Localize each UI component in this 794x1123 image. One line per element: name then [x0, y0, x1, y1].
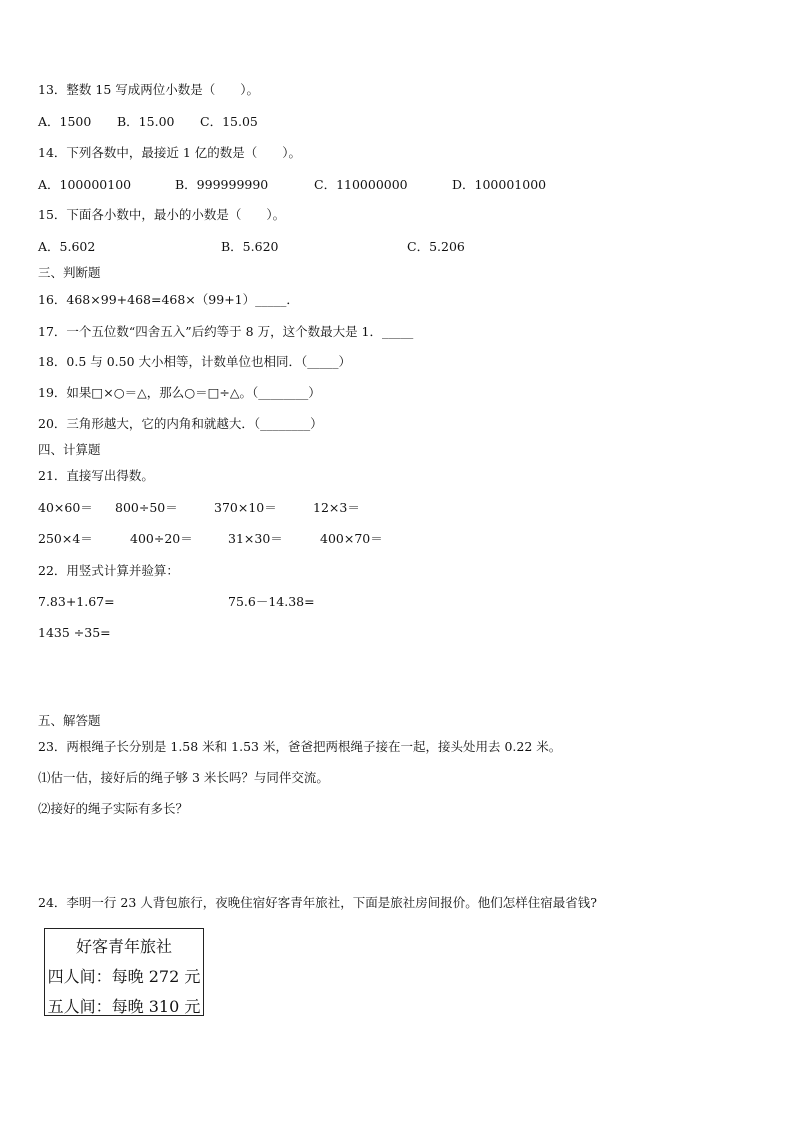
question-15-stem: 15．下面各小数中，最小的小数是（ ）。 — [38, 207, 286, 222]
question-20: 20．三角形越大，它的内角和就越大．（________） — [38, 416, 323, 431]
vertical-calc-item: 1435 ÷35= — [38, 625, 111, 640]
section-5-heading: 五、解答题 — [38, 713, 101, 728]
question-19: 19．如果□×○＝△，那么○＝□÷△。（________） — [38, 385, 321, 400]
calc-item: 40×60＝ — [38, 500, 93, 515]
question-13-option-b: B．15.00 — [117, 114, 175, 129]
question-15-option-b: B．5.620 — [221, 239, 279, 254]
question-14-option-b: B．999999990 — [175, 177, 269, 192]
calc-item: 250×4＝ — [38, 531, 93, 546]
question-14-option-d: D．100001000 — [452, 177, 547, 192]
vertical-calc-item: 7.83+1.67= — [38, 594, 115, 609]
question-23-stem: 23．两根绳子长分别是 1.58 米和 1.53 米，爸爸把两根绳子接在一起，接头处用去 0.22 米。 — [38, 739, 562, 754]
sign-title: 好客青年旅社 — [75, 937, 172, 956]
question-14-option-c: C．110000000 — [314, 177, 408, 192]
question-17: 17．一个五位数“四舍五入”后约等于 8 万，这个数最大是 1．_____ — [38, 324, 414, 339]
question-13-option-c: C．15.05 — [200, 114, 258, 129]
calc-item: 12×3＝ — [313, 500, 360, 515]
question-13-stem: 13．整数 15 写成两位小数是（ ）。 — [38, 82, 260, 97]
question-18: 18．0.5 与 0.50 大小相等，计数单位也相同．（_____） — [38, 354, 352, 369]
section-3-heading: 三、判断题 — [38, 265, 101, 280]
question-16: 16．468×99+468=468×（99+1）_____． — [38, 292, 299, 307]
section-4-heading: 四、计算题 — [38, 442, 101, 457]
question-22-stem: 22．用竖式计算并验算： — [38, 563, 179, 578]
question-24-stem: 24．李明一行 23 人背包旅行，夜晚住宿好客青年旅社，下面是旅社房间报价。他们怎样住宿最省钱? — [38, 895, 597, 910]
question-21-stem: 21．直接写出得数。 — [38, 468, 154, 483]
question-13-option-a: A．1500 — [38, 114, 92, 129]
question-15-option-a: A．5.602 — [38, 239, 96, 254]
calc-item: 800÷50＝ — [115, 500, 178, 515]
calc-item: 370×10＝ — [214, 500, 277, 515]
calc-item: 400×70＝ — [320, 531, 383, 546]
question-15-option-c: C．5.206 — [407, 239, 465, 254]
hostel-price-sign — [44, 928, 204, 1016]
sign-four-person-room: 四人间：每晚 272 元 — [47, 967, 201, 986]
sign-five-person-room: 五人间：每晚 310 元 — [47, 997, 201, 1016]
calc-item: 31×30＝ — [228, 531, 283, 546]
calc-item: 400÷20＝ — [130, 531, 193, 546]
question-23-sub-2: ⑵接好的绳子实际有多长？ — [38, 801, 189, 816]
question-14-stem: 14．下列各数中，最接近 1 亿的数是（ ）。 — [38, 145, 302, 160]
vertical-calc-item: 75.6－14.38= — [228, 594, 315, 609]
question-23-sub-1: ⑴估一估，接好后的绳子够 3 米长吗？与同伴交流。 — [38, 770, 329, 785]
question-14-option-a: A．100000100 — [38, 177, 132, 192]
